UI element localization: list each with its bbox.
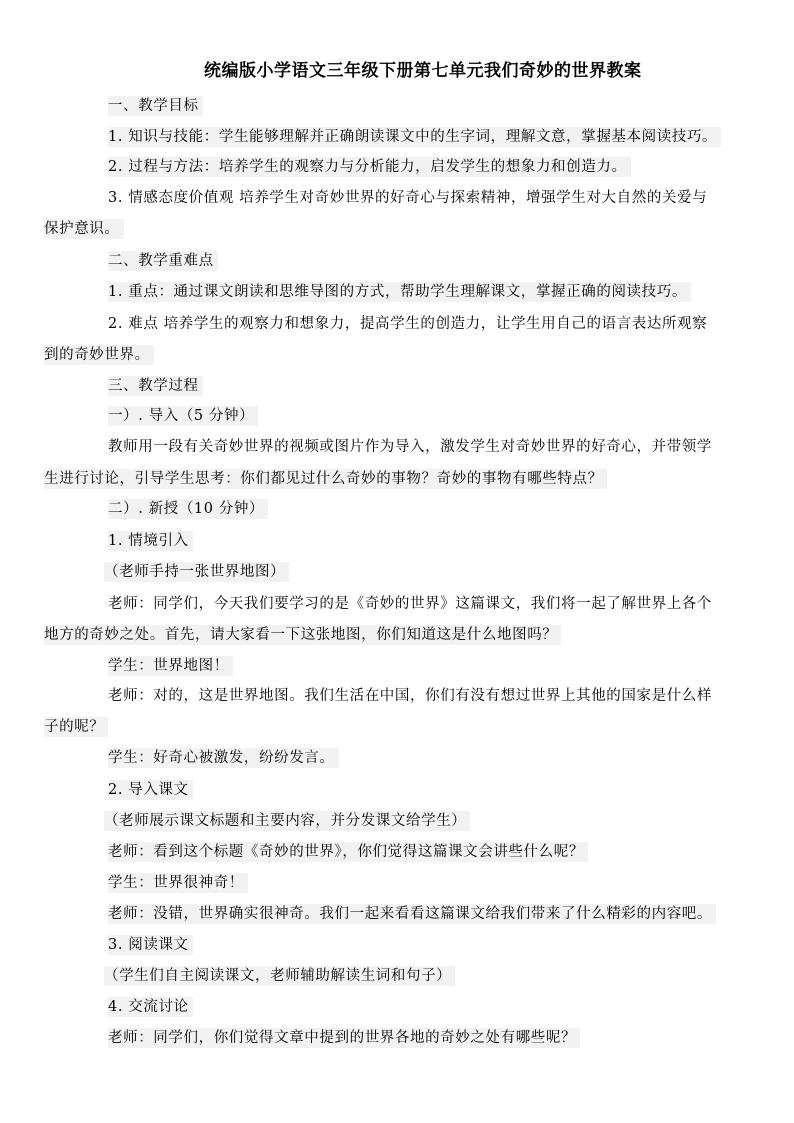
paragraph-line: 生进行讨论，引导学生思考：你们都见过什么奇妙的事物？奇妙的事物有哪些特点？ [44,469,607,489]
stage-direction: （学生们自主阅读课文，老师辅助解读生词和句子） [104,966,455,986]
subsection-heading: 1. 情境引入 [108,531,193,551]
paragraph-line: 到的奇妙世界。 [44,345,154,365]
paragraph-line: 3. 情感态度价值观 培养学生对奇妙世界的好奇心与探索精神，增强学生对大自然的关爱与 [108,190,708,206]
paragraph-line: 教师用一段有关奇妙世界的视频或图片作为导入，激发学生对奇妙世界的好奇心，并带领学 [108,439,712,455]
subsection-heading: 一）. 导入（5 分钟） [108,406,258,426]
section-heading-process: 三、教学过程 [108,376,203,396]
paragraph-line: 2. 难点 培养学生的观察力和想象力，提高学生的创造力，让学生用自己的语言表达所观察 [108,316,708,332]
paragraph-line: 保护意识。 [44,219,124,239]
dialogue-line: 老师：同学们，你们觉得文章中提到的世界各地的奇妙之处有哪些呢？ [108,1028,580,1048]
paragraph-line: 2. 过程与方法：培养学生的观察力与分析能力，启发学生的想象力和创造力。 [108,157,631,177]
subsection-heading: 3. 阅读课文 [108,935,193,955]
dialogue-line: 学生：好奇心被激发，纷纷发言。 [108,748,339,768]
paragraph-line: 1. 知识与技能：学生能够理解并正确朗读课文中的生字词，理解文意，掌握基本阅读技巧。 [108,127,721,147]
dialogue-line: 老师：看到这个标题《奇妙的世界》，你们觉得这篇课文会讲些什么呢？ [108,842,588,862]
stage-direction: （老师手持一张世界地图） [104,562,289,582]
subsection-heading: 二）. 新授（10 分钟） [108,499,268,519]
section-heading-objectives: 一、教学目标 [108,96,203,116]
dialogue-line: 子的呢？ [44,717,108,737]
dialogue-line: 学生：世界地图！ [108,656,233,676]
paragraph-line: 1. 重点：通过课文朗读和思维导图的方式，帮助学生理解课文，掌握正确的阅读技巧。 [108,282,691,302]
dialogue-line: 老师：同学们，今天我们要学习的是《奇妙的世界》这篇课文，我们将一起了解世界上各个 [108,596,712,612]
dialogue-line: 老师：对的，这是世界地图。我们生活在中国，你们有没有想过世界上其他的国家是什么样 [108,688,712,704]
subsection-heading: 2. 导入课文 [108,780,193,800]
section-heading-key-points: 二、教学重难点 [108,251,218,271]
dialogue-line: 老师：没错，世界确实很神奇。我们一起来看看这篇课文给我们带来了什么精彩的内容吧。 [108,904,716,924]
stage-direction: （老师展示课文标题和主要内容，并分发课文给学生） [104,811,470,831]
dialogue-line: 学生：世界很神奇！ [108,873,248,893]
document-title: 统编版小学语文三年级下册第七单元我们奇妙的世界教案 [204,61,642,81]
dialogue-line: 地方的奇妙之处。首先，请大家看一下这张地图，你们知道这是什么地图吗？ [44,625,561,645]
subsection-heading: 4. 交流讨论 [108,997,193,1017]
